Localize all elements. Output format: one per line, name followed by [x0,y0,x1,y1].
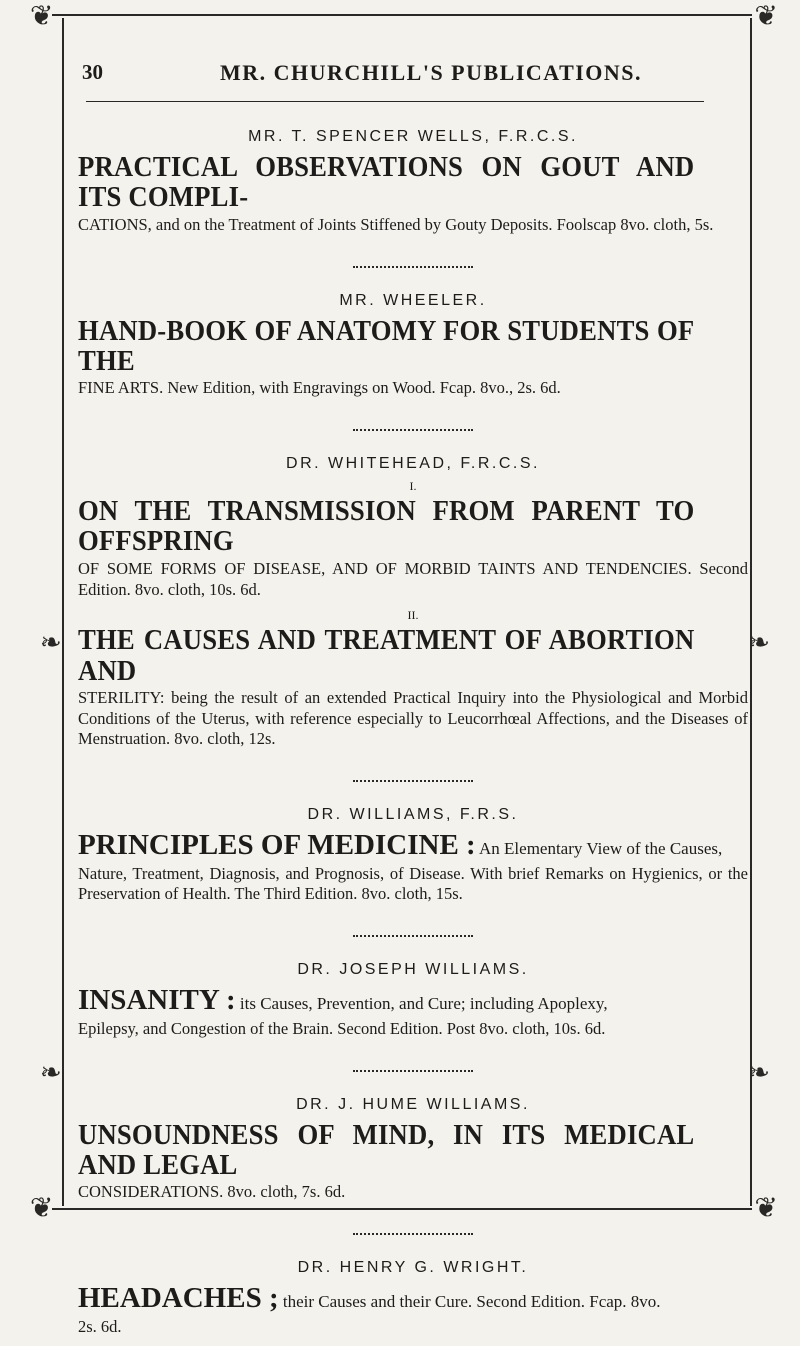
side-ornament-icon: ❧ [40,1058,62,1088]
book-title: PRACTICAL OBSERVATIONS ON GOUT AND ITS COMPLI- [78,151,695,214]
section-divider [353,258,473,268]
catalogue-listing [78,128,748,1338]
border-top-rule [52,14,752,16]
book-description-inline: its Causes, Prevention, and Cure; including Apoplexy, [235,994,608,1014]
book-description: Nature, Treatment, Diagnosis, and Prognosis, of Disease. With brief Remarks on Hygienics, or the Preservation of Health. The Third Edition. 8vo. cloth, 15s. [78,863,748,904]
catalogue-entry [78,455,748,750]
corner-ornament-icon: ❦ [30,1191,54,1224]
catalogue-entry [78,292,748,400]
border-right-rule [750,18,752,1206]
author-heading: DR. WHITEHEAD, F.R.C.S. [286,455,540,472]
author-heading: DR. JOSEPH WILLIAMS. [297,961,529,979]
author-heading: MR. WHEELER. [339,291,487,309]
book-description: CONSIDERATIONS. 8vo. cloth, 7s. 6d. [78,1182,346,1202]
book-description: OF SOME FORMS OF DISEASE, AND OF MORBID TAINTS AND TENDENCIES. Second Edition. 8vo. cloth, 10s. 6d. [78,558,748,599]
page-number: 30 [82,60,103,84]
book-description: CATIONS, and on the Treatment of Joints Stiffened by Gouty Deposits. Foolscap 8vo. cloth, 5s. [78,214,714,234]
book-title: HAND-BOOK OF ANATOMY FOR STUDENTS OF THE [78,314,695,377]
section-divider [353,421,473,431]
header-rule [86,101,704,102]
book-description-inline: their Causes and their Cure. Second Edition. Fcap. 8vo. [278,1292,661,1312]
side-ornament-icon: ❧ [748,628,770,658]
side-ornament-icon: ❧ [40,628,62,658]
section-divider [353,1225,473,1235]
work-numeral: I. [409,479,417,493]
book-description-inline: An Elementary View of the Causes, [475,838,723,858]
book-description: Epilepsy, and Congestion of the Brain. Second Edition. Post 8vo. cloth, 10s. 6d. [78,1018,606,1038]
book-title: PRINCIPLES OF MEDICINE : [78,828,476,861]
book-title: HEADACHES ; [78,1282,279,1315]
corner-ornament-icon: ❦ [754,0,778,32]
section-divider [353,1062,473,1072]
title-line [78,985,748,1017]
book-description: 2s. 6d. [78,1316,122,1336]
title-line [78,1283,748,1315]
book-title: UNSOUNDNESS OF MIND, IN ITS MEDICAL AND LEGAL [78,1118,695,1181]
catalogue-entry [78,961,748,1040]
section-divider [353,927,473,937]
catalogue-entry [78,1096,748,1204]
author-heading: DR. J. HUME WILLIAMS. [296,1095,530,1113]
catalogue-entry [78,806,748,905]
corner-ornament-icon: ❦ [754,1191,778,1224]
book-title: THE CAUSES AND TREATMENT OF ABORTION AND [78,624,695,687]
book-title: ON THE TRANSMISSION FROM PARENT TO OFFSPRING [78,495,695,558]
section-divider [353,772,473,782]
book-title: INSANITY : [78,984,236,1017]
side-ornament-icon: ❧ [748,1058,770,1088]
border-left-rule [62,18,64,1206]
catalogue-entry [78,1259,748,1338]
book-description: STERILITY: being the result of an extended Practical Inquiry into the Physiological and Morbid Conditions of the Uterus, with reference especially to Leucorrhœal Affections, and the Diseases of Menstruation. 8vo. cloth, 12s. [78,688,748,749]
book-description: FINE ARTS. New Edition, with Engravings on Wood. Fcap. 8vo., 2s. 6d. [78,378,561,398]
title-line [78,830,748,862]
author-heading: DR. WILLIAMS, F.R.S. [307,805,519,823]
catalogue-entry [78,128,748,236]
author-heading: DR. HENRY G. WRIGHT. [297,1259,529,1277]
author-heading: MR. T. SPENCER WELLS, F.R.C.S. [248,128,578,145]
running-head: MR. CHURCHILL'S PUBLICATIONS. [220,60,643,85]
page-header [70,60,740,90]
work-numeral: II. [407,608,419,623]
corner-ornament-icon: ❦ [30,0,54,32]
